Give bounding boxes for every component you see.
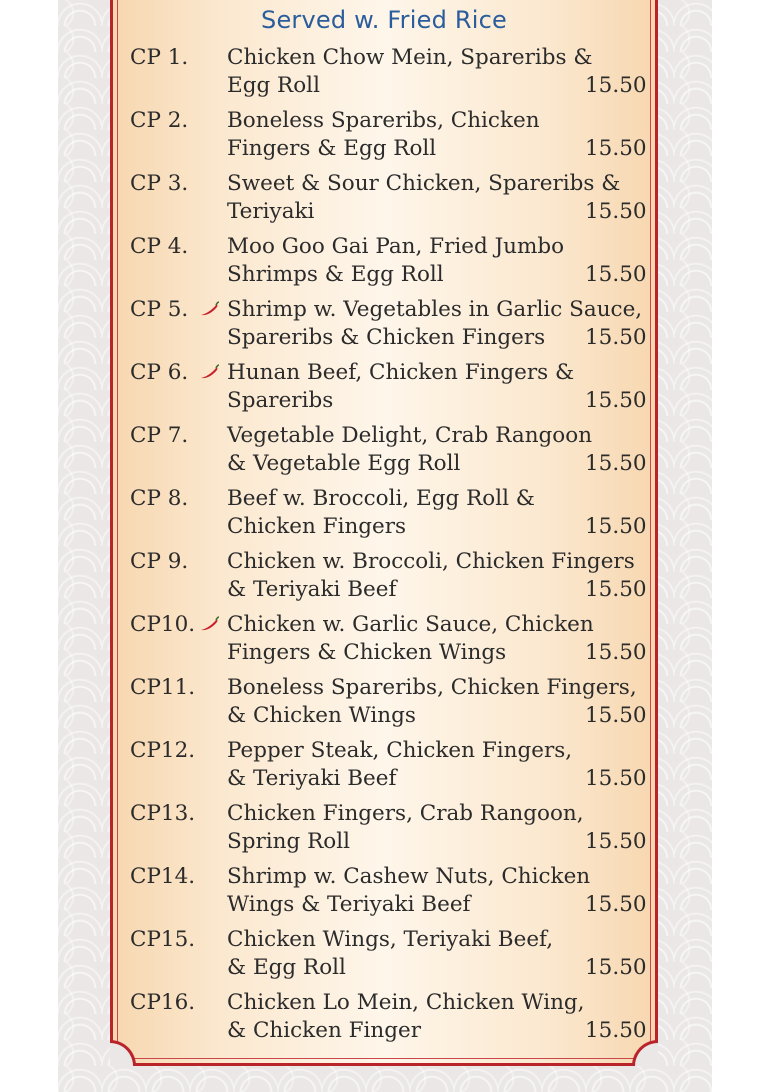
item-description-line: & Teriyaki Beef (227, 766, 397, 791)
item-description-line: Chicken w. Garlic Sauce, Chicken (227, 612, 594, 637)
item-description-line: Shrimp w. Vegetables in Garlic Sauce, (227, 297, 643, 322)
item-price: 15.50 (585, 640, 647, 665)
item-price: 15.50 (585, 262, 647, 287)
menu-item (130, 737, 650, 800)
item-description (227, 548, 635, 604)
item-price: 15.50 (585, 703, 647, 728)
menu-item (130, 107, 650, 170)
item-price: 15.50 (585, 136, 647, 161)
item-description-line: Boneless Spareribs, Chicken (227, 108, 540, 133)
item-code: CP12. (130, 738, 196, 763)
menu-item (130, 548, 650, 611)
item-code: CP 6. (130, 360, 189, 385)
item-price: 15.50 (585, 1018, 647, 1043)
item-description-line: Sweet & Sour Chicken, Spareribs & (227, 171, 621, 196)
item-code: CP10. (130, 612, 196, 637)
item-description-line: Moo Goo Gai Pan, Fried Jumbo (227, 234, 565, 259)
item-price: 15.50 (585, 73, 647, 98)
item-code: CP15. (130, 927, 196, 952)
item-price: 15.50 (585, 955, 647, 980)
item-description-line: Spring Roll (227, 829, 350, 854)
item-description-line: Chicken Chow Mein, Spareribs & (227, 45, 593, 70)
item-code: CP 8. (130, 486, 189, 511)
item-description-line: & Vegetable Egg Roll (227, 451, 461, 476)
item-code: CP 9. (130, 549, 189, 574)
item-description-line: Chicken Fingers, Crab Rangoon, (227, 801, 584, 826)
item-description (227, 422, 627, 478)
item-description (227, 863, 627, 919)
item-price: 15.50 (585, 451, 647, 476)
item-price: 15.50 (585, 199, 647, 224)
item-description-line: & Chicken Wings (227, 703, 416, 728)
item-price: 15.50 (585, 829, 647, 854)
item-description (227, 296, 643, 352)
item-description-line: Hunan Beef, Chicken Fingers & (227, 360, 575, 385)
item-description (227, 359, 627, 415)
item-code: CP 7. (130, 423, 189, 448)
item-description (227, 674, 637, 730)
item-description-line: Egg Roll (227, 73, 320, 98)
item-description-line: Chicken Fingers (227, 514, 407, 539)
item-code: CP 3. (130, 171, 189, 196)
item-code: CP13. (130, 801, 196, 826)
item-code: CP 5. (130, 297, 189, 322)
item-description-line: Shrimp w. Cashew Nuts, Chicken (227, 864, 591, 889)
item-description-line: Chicken w. Broccoli, Chicken Fingers (227, 549, 635, 574)
item-description-line: & Egg Roll (227, 955, 346, 980)
item-price: 15.50 (585, 577, 647, 602)
hot-pepper-icon (200, 616, 220, 632)
item-description (227, 800, 627, 856)
item-description (227, 44, 627, 100)
item-description-line: Fingers & Egg Roll (227, 136, 437, 161)
item-description-line: Teriyaki (227, 199, 315, 224)
item-description (227, 485, 627, 541)
item-description (227, 989, 627, 1045)
menu-item (130, 170, 650, 233)
item-description-line: Spareribs (227, 388, 334, 413)
item-code: CP11. (130, 675, 196, 700)
menu-item (130, 863, 650, 926)
item-description-line: Boneless Spareribs, Chicken Fingers, (227, 675, 637, 700)
item-description (227, 611, 627, 667)
item-description-line: Pepper Steak, Chicken Fingers, (227, 738, 573, 763)
item-price: 15.50 (585, 892, 647, 917)
item-description-line: & Teriyaki Beef (227, 577, 397, 602)
menu-item (130, 800, 650, 863)
item-description-line: Spareribs & Chicken Fingers (227, 325, 546, 350)
item-price: 15.50 (585, 514, 647, 539)
item-code: CP16. (130, 990, 196, 1015)
item-price: 15.50 (585, 325, 647, 350)
item-description-line: Vegetable Delight, Crab Rangoon (227, 423, 593, 448)
menu-list (130, 44, 650, 1052)
item-description-line: Chicken Wings, Teriyaki Beef, (227, 927, 554, 952)
menu-item (130, 359, 650, 422)
item-code: CP 4. (130, 234, 189, 259)
menu-item (130, 485, 650, 548)
section-heading: Served w. Fried Rice (261, 6, 507, 34)
item-code: CP 1. (130, 45, 189, 70)
hot-pepper-icon (200, 301, 220, 317)
item-description-line: Beef w. Broccoli, Egg Roll & (227, 486, 535, 511)
item-description (227, 170, 627, 226)
menu-item (130, 296, 650, 359)
item-code: CP 2. (130, 108, 189, 133)
item-description (227, 107, 627, 163)
item-description-line: Chicken Lo Mein, Chicken Wing, (227, 990, 585, 1015)
item-price: 15.50 (585, 766, 647, 791)
menu-item (130, 989, 650, 1052)
item-description-line: Wings & Teriyaki Beef (227, 892, 471, 917)
item-description (227, 926, 627, 982)
item-description-line: & Chicken Finger (227, 1018, 422, 1043)
item-description-line: Shrimps & Egg Roll (227, 262, 444, 287)
item-description-line: Fingers & Chicken Wings (227, 640, 507, 665)
menu-item (130, 611, 650, 674)
item-price: 15.50 (585, 388, 647, 413)
hot-pepper-icon (200, 364, 220, 380)
item-code: CP14. (130, 864, 196, 889)
menu-item (130, 422, 650, 485)
menu-item (130, 674, 650, 737)
item-description (227, 737, 627, 793)
item-description (227, 233, 627, 289)
menu-item (130, 926, 650, 989)
menu-item (130, 44, 650, 107)
menu-item (130, 233, 650, 296)
